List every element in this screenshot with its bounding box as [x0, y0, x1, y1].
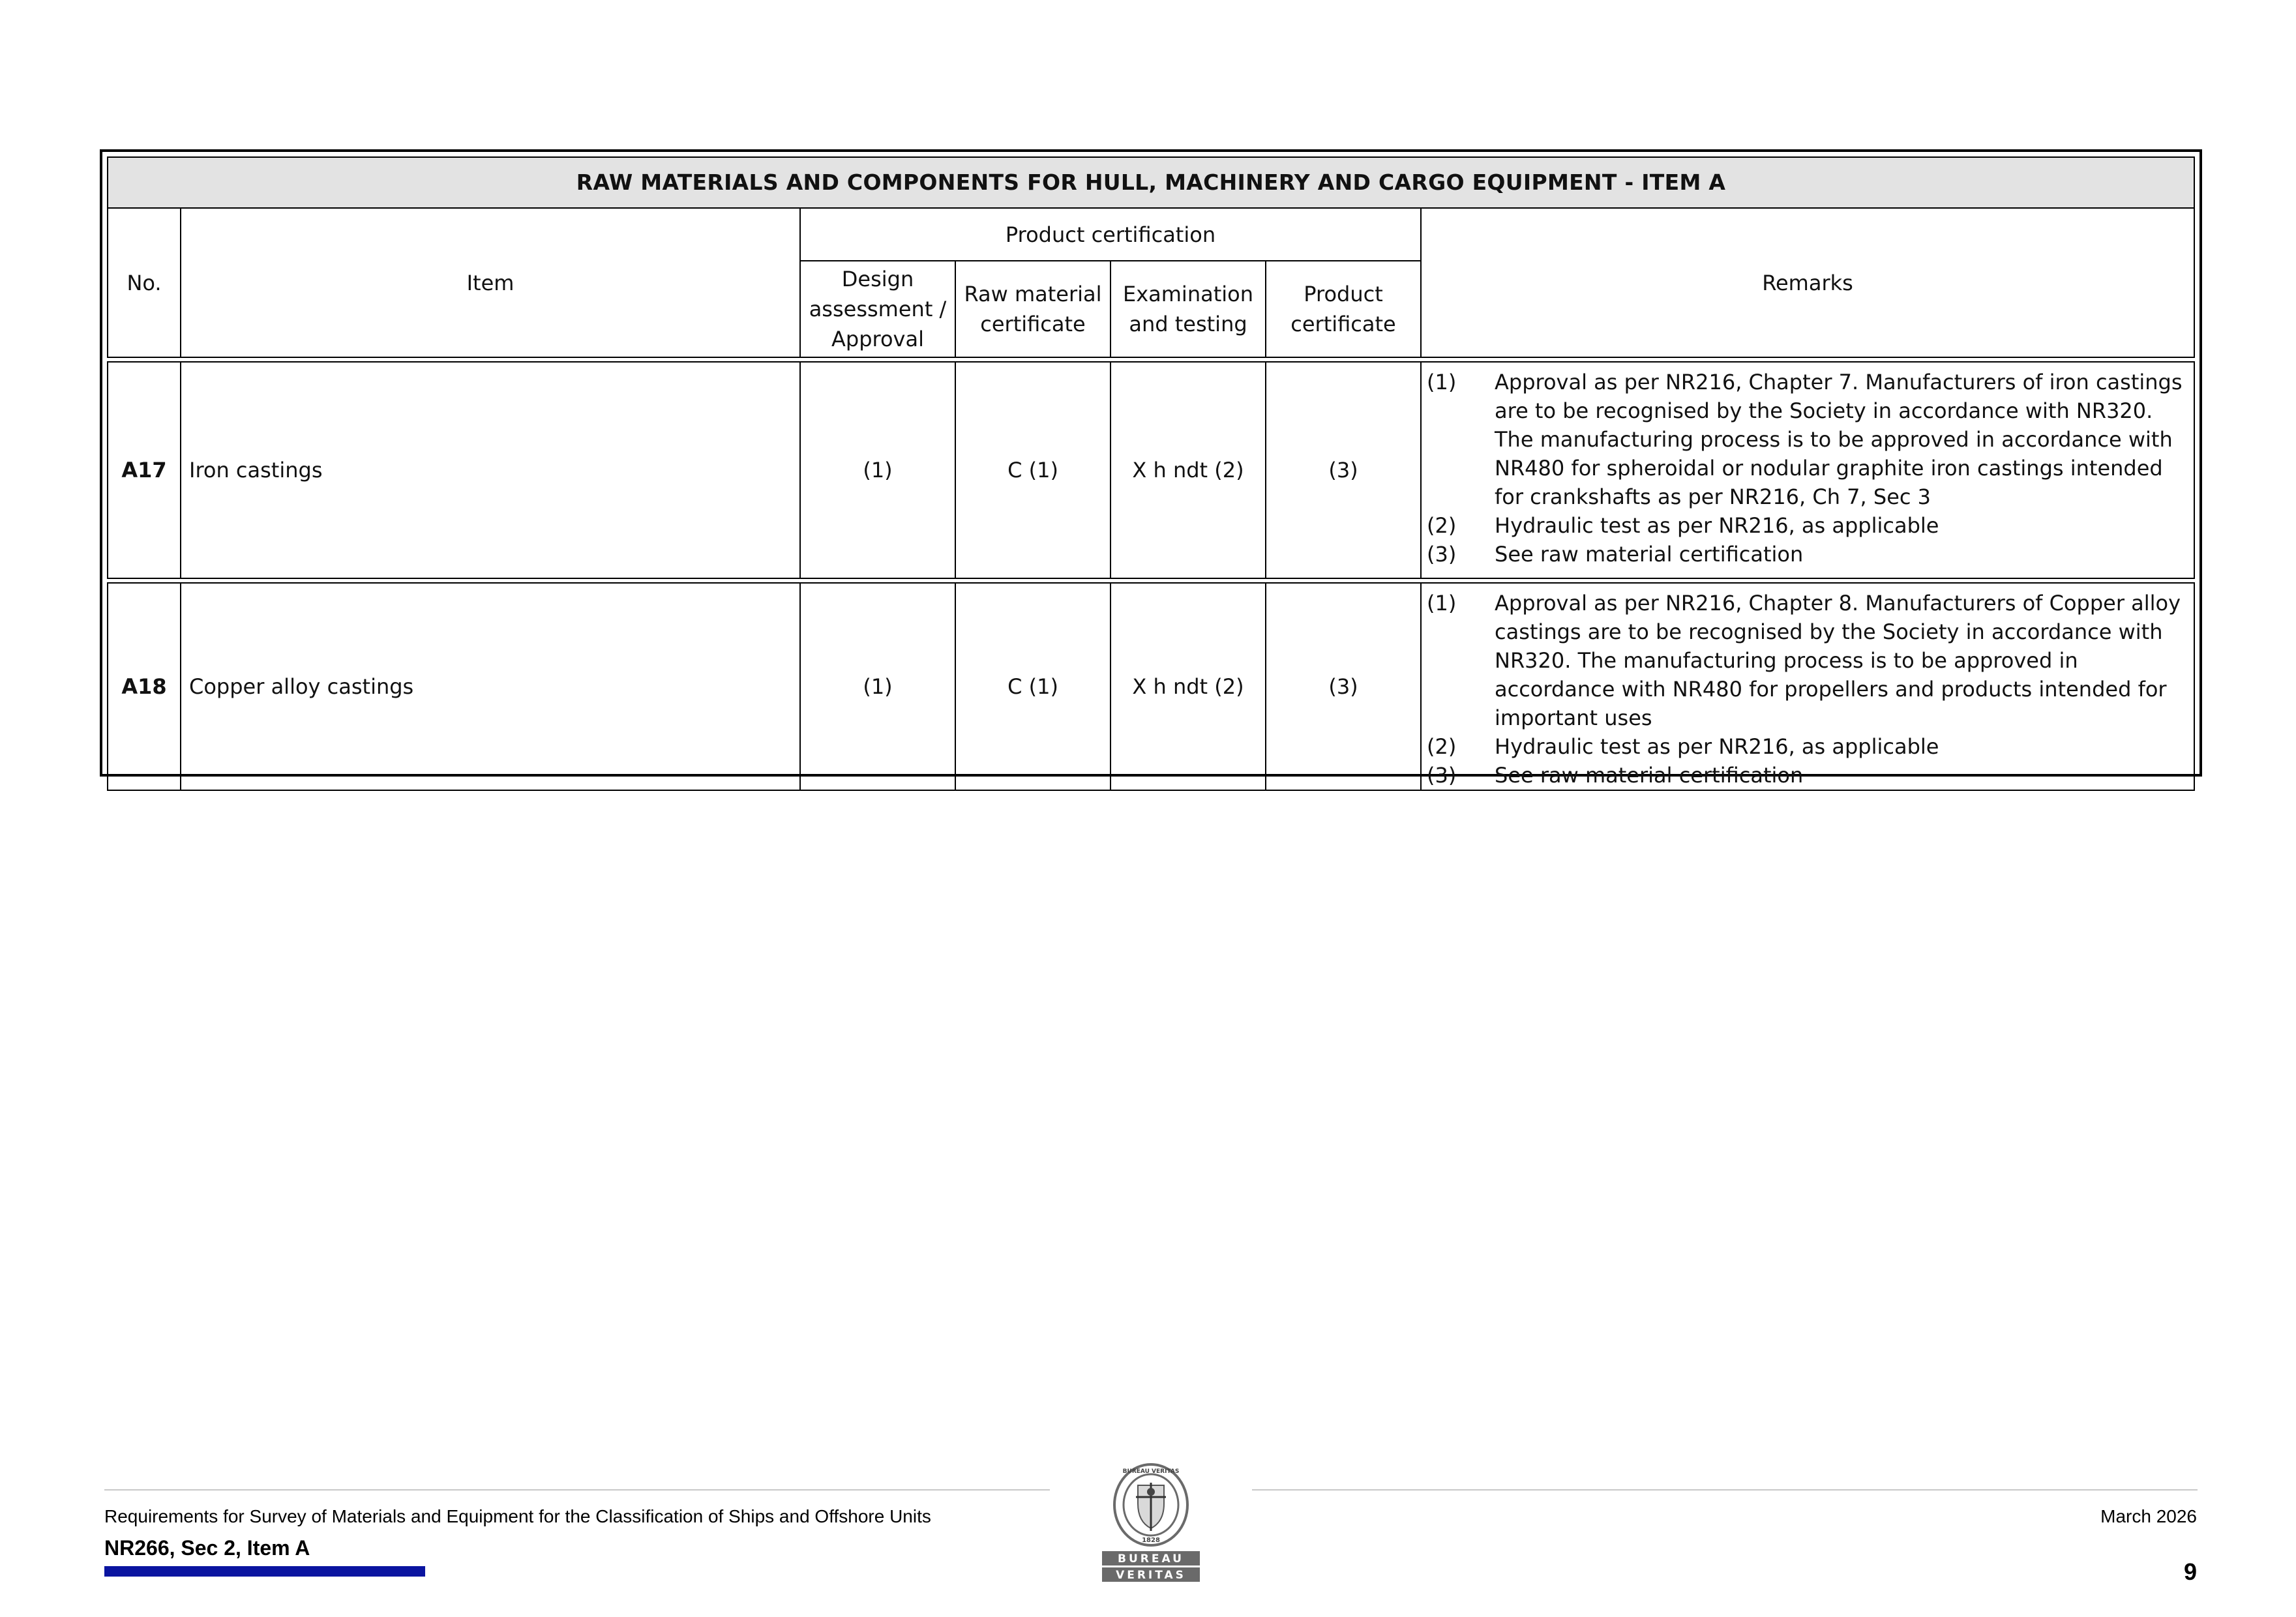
remark-text: See raw material certification	[1495, 763, 1804, 788]
page-number: 9	[2183, 1558, 2197, 1585]
remark-number: (1)	[1427, 591, 1457, 616]
requirements-table-frame	[100, 149, 2202, 788]
row-item: Copper alloy castings	[181, 583, 800, 790]
remark-number: (2)	[1427, 734, 1457, 759]
header-product-certification: Product certification	[800, 208, 1421, 261]
logo-word-veritas: VERITAS	[1116, 1569, 1186, 1582]
remark-number: (2)	[1427, 513, 1457, 538]
remark-number: (1)	[1427, 370, 1457, 394]
row-raw-material-certificate: C (1)	[955, 583, 1111, 790]
logo-year: 1828	[1142, 1537, 1160, 1544]
remark-item	[1427, 589, 2187, 732]
remark-text: Approval as per NR216, Chapter 7. Manufacturers of iron castings are to be recognised by the Society in accordance with NR320. The manufacturing process is to be approved in accordance with NR480 for spheroidal or nodular graphite iron castings intended for crankshafts as per NR216, Ch 7, Sec 3	[1495, 370, 2183, 509]
row-item: Iron castings	[181, 362, 800, 578]
remark-text: See raw material certification	[1495, 542, 1804, 567]
remark-number: (3)	[1427, 763, 1457, 788]
remark-text: Hydraulic test as per NR216, as applicable	[1495, 513, 1939, 538]
row-remarks	[1421, 362, 2194, 578]
header-examination-testing: Examination and testing	[1111, 261, 1266, 357]
footer-divider-left	[104, 1489, 1050, 1491]
logo-text-top: BUREAU VERITAS	[1122, 1468, 1180, 1475]
table-title: RAW MATERIALS AND COMPONENTS FOR HULL, MACHINERY AND CARGO EQUIPMENT - ITEM A	[108, 157, 2194, 208]
row-product-certificate: (3)	[1266, 362, 1421, 578]
row-separator	[108, 357, 2194, 362]
row-number: A17	[108, 362, 181, 578]
row-product-certificate: (3)	[1266, 583, 1421, 790]
footer-accent-bar	[104, 1566, 425, 1577]
row-design-assessment: (1)	[800, 362, 955, 578]
row-examination-testing: X h ndt (2)	[1111, 583, 1266, 790]
remark-number: (3)	[1427, 542, 1457, 567]
table-row	[108, 362, 2194, 578]
row-examination-testing: X h ndt (2)	[1111, 362, 1266, 578]
header-product-certificate: Product certificate	[1266, 261, 1421, 357]
row-remarks	[1421, 583, 2194, 790]
table-row	[108, 583, 2194, 790]
footer-divider-right	[1252, 1489, 2198, 1491]
header-design-assessment: Design assessment / Approval	[800, 261, 955, 357]
header-no: No.	[108, 208, 181, 357]
header-raw-material-certificate: Raw material certificate	[955, 261, 1111, 357]
logo-word-bureau: BUREAU	[1118, 1552, 1184, 1565]
remark-item	[1427, 732, 2187, 761]
remark-item	[1427, 761, 2187, 790]
row-design-assessment: (1)	[800, 583, 955, 790]
footer-date: March 2026	[2100, 1506, 2197, 1526]
row-separator	[108, 578, 2194, 583]
header-item: Item	[181, 208, 800, 357]
remark-item	[1427, 368, 2187, 511]
remark-text: Approval as per NR216, Chapter 8. Manufacturers of Copper alloy castings are to be recognised by the Society in accordance with NR320. The manufacturing process is to be approved in accordance with NR480 for propellers and products intended for important uses	[1495, 591, 2181, 730]
requirements-table	[107, 156, 2195, 791]
header-remarks: Remarks	[1421, 208, 2194, 357]
remark-item	[1427, 511, 2187, 540]
row-number: A18	[108, 583, 181, 790]
bureau-veritas-logo	[1102, 1463, 1200, 1583]
row-raw-material-certificate: C (1)	[955, 362, 1111, 578]
footer-document-title: Requirements for Survey of Materials and Equipment for the Classification of Ships and Offshore Units	[104, 1506, 931, 1526]
footer-reference: NR266, Sec 2, Item A	[104, 1536, 310, 1560]
remark-text: Hydraulic test as per NR216, as applicable	[1495, 734, 1939, 759]
remark-item	[1427, 540, 2187, 569]
